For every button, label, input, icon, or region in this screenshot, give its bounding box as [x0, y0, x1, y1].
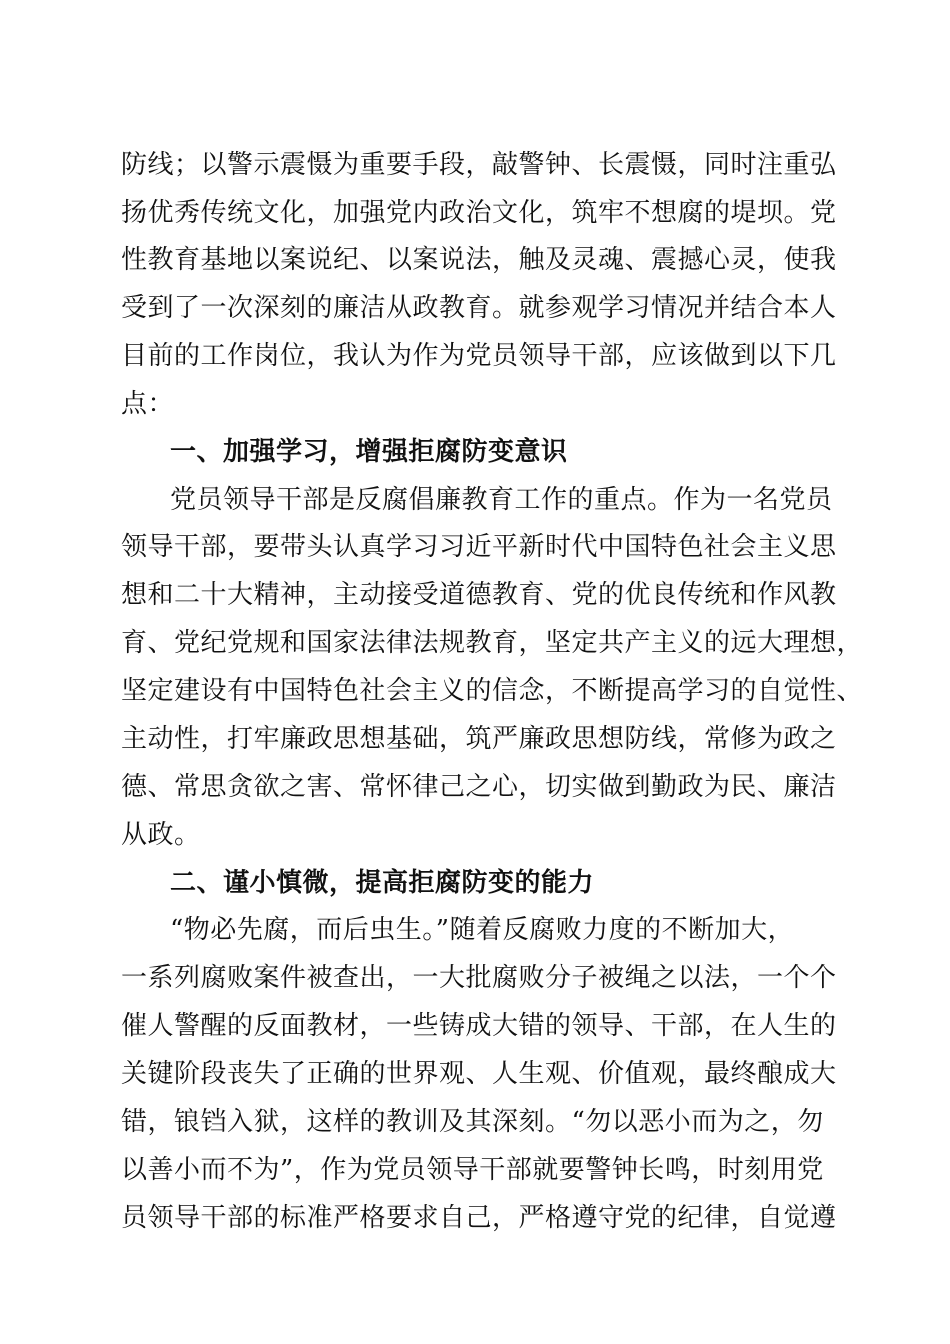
text-line: 性教育基地以案说纪、以案说法，触及灵魂、震撼心灵，使我 [121, 245, 837, 275]
text-line: 一系列腐败案件被查出，一大批腐败分子被绳之以法，一个个 [121, 963, 837, 993]
text-line: 想和二十大精神，主动接受道德教育、党的优良传统和作风教 [121, 580, 837, 610]
text-line: 扬优秀传统文化，加强党内政治文化，筑牢不想腐的堤坝。党 [121, 198, 837, 228]
text-line: 以善小而不为”，作为党员领导干部就要警钟长鸣，时刻用党 [121, 1155, 824, 1185]
text-line: 目前的工作岗位，我认为作为党员领导干部，应该做到以下几 [121, 341, 837, 371]
text-line: 育、党纪党规和国家法律法规教育，坚定共产主义的远大理想， [121, 628, 864, 658]
text-line: 关键阶段丧失了正确的世界观、人生观、价值观，最终酿成大 [121, 1059, 837, 1089]
text-line: “物必先腐，而后虫生。”随着反腐败力度的不断加大， [170, 915, 795, 945]
text-line: 防线；以警示震慑为重要手段，敲警钟、长震慑，同时注重弘 [121, 150, 837, 180]
text-line: 错，锒铛入狱，这样的教训及其深刻。“勿以恶小而为之，勿 [121, 1107, 824, 1137]
section-heading: 一、加强学习，增强拒腐防变意识 [170, 437, 568, 467]
text-line: 从政。 [121, 820, 201, 850]
text-line: 点： [121, 389, 175, 419]
text-line: 主动性，打牢廉政思想基础，筑严廉政思想防线，常修为政之 [121, 724, 837, 754]
text-line: 员领导干部的标准严格要求自己，严格遵守党的纪律，自觉遵 [121, 1203, 837, 1233]
text-line: 德、常思贪欲之害、常怀律己之心，切实做到勤政为民、廉洁 [121, 772, 837, 802]
text-line: 坚定建设有中国特色社会主义的信念，不断提高学习的自觉性、 [121, 676, 864, 706]
text-line: 受到了一次深刻的廉洁从政教育。就参观学习情况并结合本人 [121, 293, 837, 323]
text-line: 催人警醒的反面教材，一些铸成大错的领导、干部，在人生的 [121, 1011, 837, 1041]
text-line: 党员领导干部是反腐倡廉教育工作的重点。作为一名党员 [170, 485, 833, 515]
text-line: 领导干部，要带头认真学习习近平新时代中国特色社会主义思 [121, 532, 837, 562]
section-heading: 二、谨小慎微，提高拒腐防变的能力 [170, 868, 595, 898]
